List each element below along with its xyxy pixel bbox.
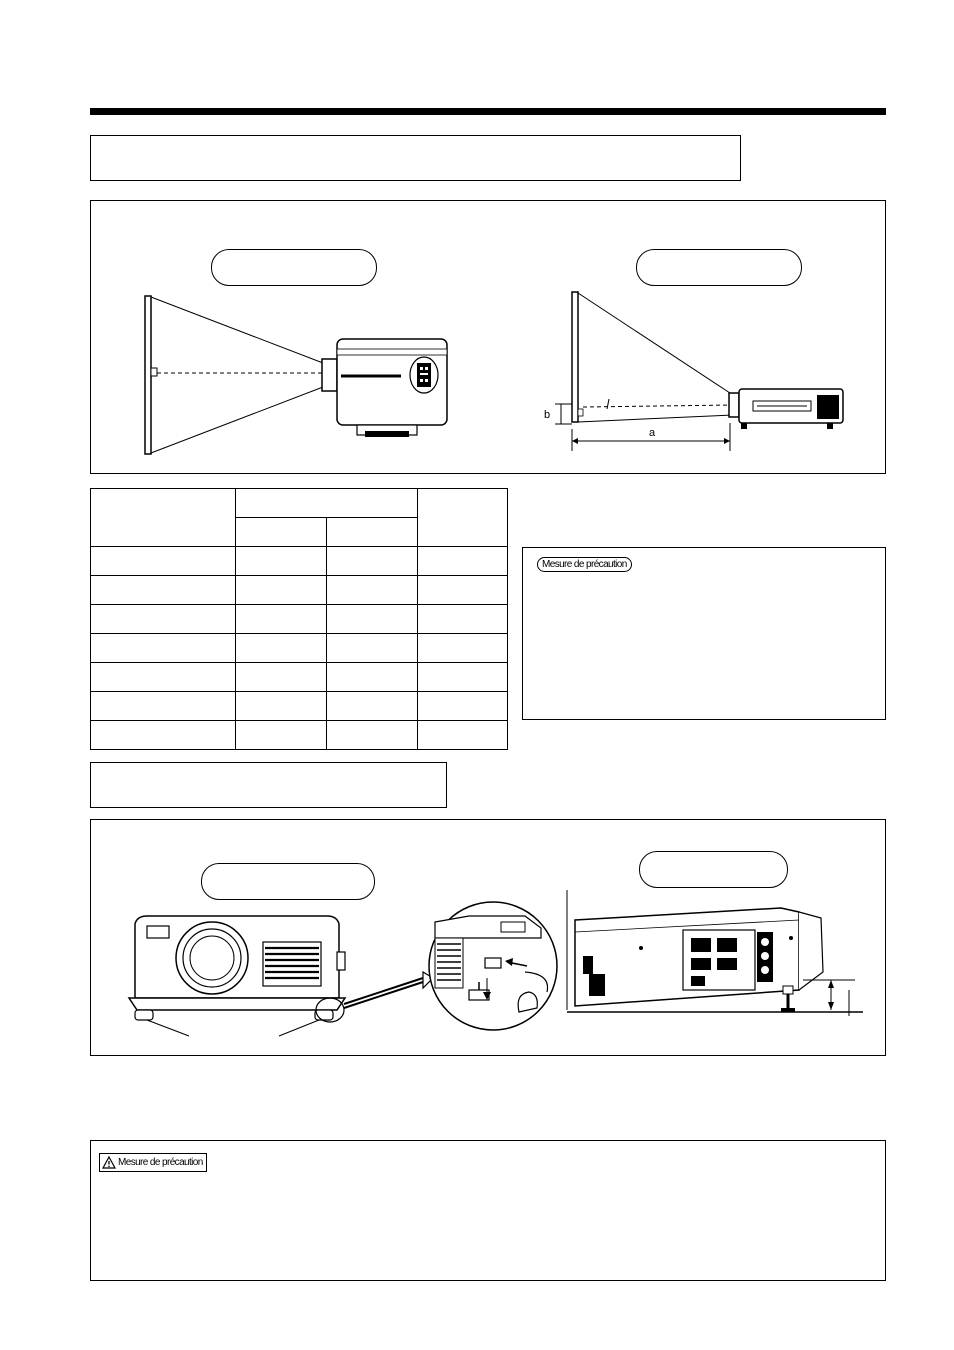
figure-panel-adjuster — [90, 819, 886, 1056]
label-pill-top-view — [211, 249, 377, 286]
table-row — [91, 634, 508, 663]
table-row — [91, 547, 508, 576]
warning-precaution-box — [90, 1140, 886, 1281]
adjuster-foot-detail-callout — [311, 882, 563, 1052]
table-header-cell — [91, 489, 236, 547]
section-heading-box-1 — [90, 135, 741, 181]
table-header-cell — [327, 518, 418, 547]
section-heading-box-2 — [90, 762, 447, 808]
table-row — [91, 721, 508, 750]
table-header-cell — [236, 489, 418, 518]
table-row — [91, 576, 508, 605]
page-top-rule — [90, 108, 886, 115]
label-pill-side-view — [636, 249, 802, 286]
table-row — [91, 605, 508, 634]
warning-triangle-icon — [102, 1156, 116, 1169]
rear-view-projector-drawing — [563, 890, 863, 1050]
label-pill-rear-view — [639, 851, 788, 888]
figure-panel-projection — [90, 200, 886, 474]
table-row — [91, 663, 508, 692]
top-view-projection-diagram — [141, 291, 461, 461]
table-header-cell — [418, 489, 508, 547]
dimension-label-a: a — [649, 427, 656, 439]
projection-distance-table — [90, 488, 508, 750]
warning-badge-label: Mesure de précaution — [118, 1156, 203, 1168]
side-view-projection-diagram — [541, 289, 856, 459]
table-row — [91, 692, 508, 721]
table-header-cell — [236, 518, 327, 547]
precaution-badge: Mesure de précaution — [537, 557, 632, 572]
warning-precaution-badge — [99, 1153, 207, 1172]
precaution-box — [522, 547, 886, 720]
dimension-label-b: b — [544, 409, 551, 421]
